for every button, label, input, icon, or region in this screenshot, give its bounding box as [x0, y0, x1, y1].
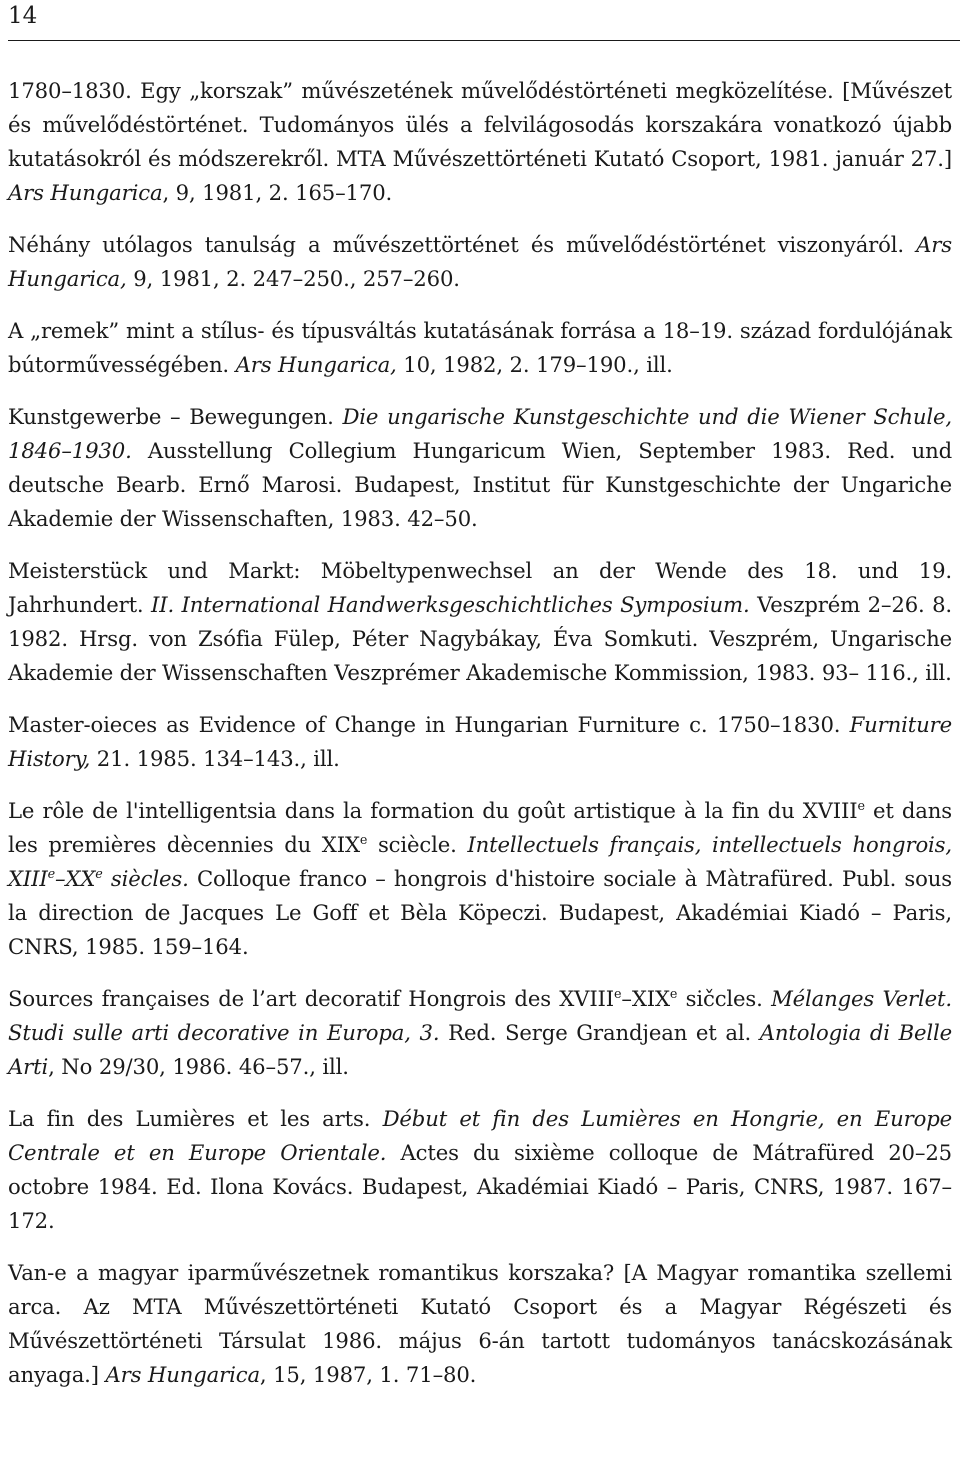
bibliography-entry — [8, 708, 952, 776]
entry-text: Master-oieces as Evidence of Change in Hungarian Furniture c. 1750–1830. — [8, 712, 850, 737]
bibliography-entry — [8, 1256, 952, 1392]
bibliography-entry — [8, 794, 952, 964]
superscript-text: e — [669, 985, 678, 1001]
bibliography-list — [8, 74, 952, 1410]
italic-text: Intellectuels français, intellectuels hongrois, XIII — [8, 832, 952, 891]
entry-text: Red. Serge Grandjean et al. — [439, 1020, 760, 1045]
entry-text: , No 29/30, 1986. 46–57., ill. — [48, 1054, 349, 1079]
entry-text: La fin des Lumières et les arts. — [8, 1106, 383, 1131]
superscript-text: e — [614, 985, 622, 1001]
italic-text: Antologia di Belle Arti — [8, 1020, 953, 1079]
italic-text: Mélanges Verlet. Studi sulle arti decorative in Europa, 3. — [8, 986, 952, 1045]
entry-text: –XIX — [621, 986, 670, 1011]
superscript-text: e — [359, 831, 368, 847]
entry-text: 21. 1985. 134–143., ill. — [90, 746, 340, 771]
italic-text: Ars Hungarica — [105, 1362, 260, 1387]
bibliography-entry — [8, 1102, 952, 1238]
bibliography-entry — [8, 554, 952, 690]
entry-text: Néhány utólagos tanulság a művészettörténet és művelődéstörténet viszonyáról. — [8, 232, 917, 257]
entry-text: 1780–1830. Egy „korszak” művészetének művelődéstörténeti megközelítése. [Művészet és művelődéstörténet. Tudományos ülés a felvilágosodás korszakára vonatkozó újabb kutatásokról és módszerekről. MTA Művészettörténeti Kutató Csoport, 1981. január 27.] — [8, 78, 952, 171]
entry-text: 10, 1982, 2. 179–190., ill. — [396, 352, 673, 377]
italic-text: Die ungarische Kunstgeschichte und die Wiener Schule, 1846–1930. — [8, 404, 952, 463]
italic-text: Ars Hungarica — [8, 180, 163, 205]
entry-text: Colloque franco – hongrois d'histoire sociale à Màtrafüred. Publ. sous la direction de Jacques Le Goff et Bèla Köpeczi. Budapest, Akadémiai Kiadó – Paris, CNRS, 1985. 159–164. — [8, 866, 952, 959]
entry-text: Veszprém 2–26. 8. 1982. Hrsg. von Zsófia Fülep, Péter Nagybákay, Éva Somkuti. Veszprém, Ungarische Akademie der Wissenschaften Veszprémer Akademische Kommission, 1983. 93– 116., ill. — [8, 592, 952, 685]
entry-text: Van-e a magyar iparművészetnek romantikus korszaka? [A Magyar romantika szellemi arca. Az MTA Művészettörténeti Kutató Csoport és a Magyar Régészeti és Művészettörténeti Társulat 1986. május 6-án tartott tudományos tanácskozásának anyaga.] — [8, 1260, 952, 1387]
header-rule — [8, 40, 960, 41]
entry-text: Meisterstück und Markt: Möbeltypenwechsel an der Wende des 18. und 19. Jahrhundert. — [8, 558, 952, 617]
entry-text: Le rôle de l'intelligentsia dans la formation du goût artistique à la fin du XVIII — [8, 798, 858, 823]
bibliography-entry — [8, 228, 952, 296]
entry-text: et dans les premières dècennies du XIX — [8, 798, 952, 857]
entry-text: Ausstellung Collegium Hungaricum Wien, September 1983. Red. und deutsche Bearb. Ernő Marosi. Budapest, Institut für Kunstgeschichte der Ungariche Akademie der Wissenschaften, 1983. 42–50. — [8, 438, 952, 531]
entry-text: Actes du sixième colloque de Mátrafüred 20–25 octobre 1984. Ed. Ilona Kovács. Budapest, Akadémiai Kiadó – Paris, CNRS, 1987. 167–172. — [8, 1140, 952, 1233]
italic-text: –XX — [54, 866, 96, 891]
page-number: 14 — [8, 3, 38, 29]
bibliography-entry — [8, 314, 952, 382]
bibliography-entry — [8, 74, 952, 210]
entry-text: Sources françaises de l’art decoratif Hongrois des XVIII — [8, 986, 614, 1011]
italic-text: siècles. — [102, 866, 189, 891]
italic-text: Ars Hungarica, — [8, 232, 952, 291]
superscript-text: e — [857, 797, 865, 813]
italic-text: Début et fin des Lumières en Hongrie, en Europe Centrale et en Europe Orientale. — [8, 1106, 953, 1165]
italic-text: Ars Hungarica, — [235, 352, 397, 377]
entry-text: sciècle. — [367, 832, 468, 857]
entry-text: sičcles. — [677, 986, 772, 1011]
superscript-text: e — [95, 865, 103, 881]
entry-text: 9, 1981, 2. 247–250., 257–260. — [126, 266, 460, 291]
entry-text: , 15, 1987, 1. 71–80. — [259, 1362, 477, 1387]
entry-text: , 9, 1981, 2. 165–170. — [162, 180, 393, 205]
superscript-text: e — [47, 865, 55, 881]
entry-text: Kunstgewerbe – Bewegungen. — [8, 404, 343, 429]
italic-text: Furniture History, — [8, 712, 952, 771]
bibliography-entry — [8, 400, 952, 536]
bibliography-entry — [8, 982, 952, 1084]
italic-text: II. International Handwerksgeschichtliches Symposium. — [151, 592, 750, 617]
entry-text: A „remek” mint a stílus- és típusváltás kutatásának forrása a 18–19. század fordulójának bútorművességében. — [8, 318, 952, 377]
